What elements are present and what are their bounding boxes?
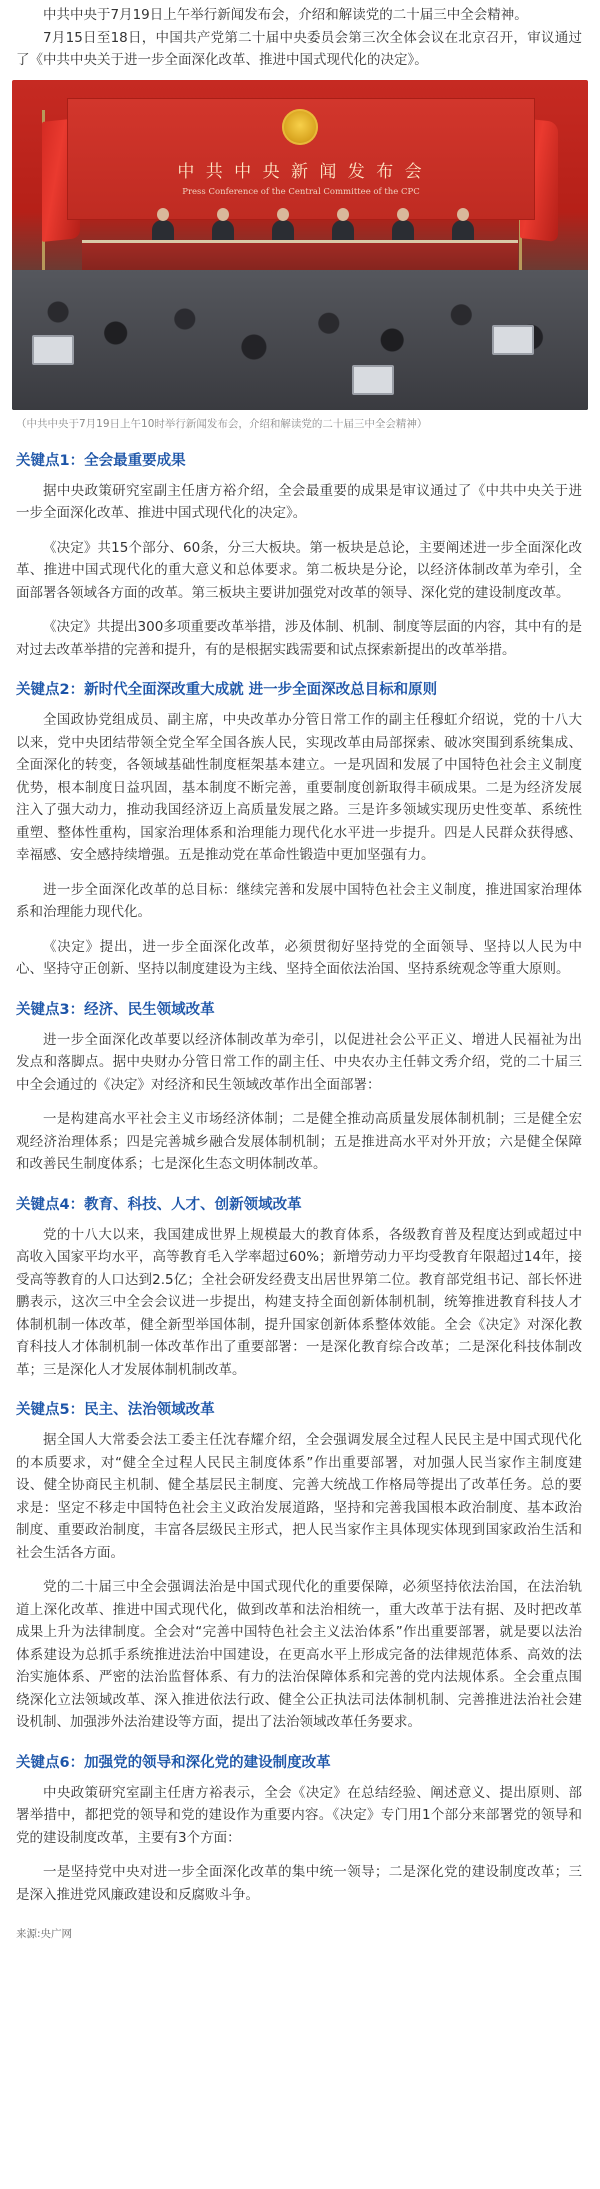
section-title: 关键点2：新时代全面深改重大成就 进一步全面深改总目标和原则 (16, 682, 438, 698)
section-paragraph: 《决定》共15个部分、60条，分三大板块。第一板块是总论，主要阐述进一步全面深化改革、推进中国式现代化的重大意义和总体要求。第二板块是分论，以经济体制改革为牵引，全面部署各领域各方面的改革。第三板块主要讲加强党对改革的领导、深化党的建设制度改革。 (16, 539, 582, 601)
section-1 (12, 450, 588, 662)
laptop-icon (492, 325, 534, 355)
intro-paragraph-2: 7月15日至18日，中国共产党第二十届中央委员会第三次全体会议在北京召开，审议通过了《中共中央关于进一步全面深化改革、推进中国式现代化的决定》。 (16, 29, 582, 68)
section-title: 关键点4：教育、科技、人才、创新领域改革 (16, 1196, 302, 1213)
section-3 (12, 999, 588, 1176)
section-paragraph: 中央政策研究室副主任唐方裕表示，全会《决定》在总结经验、阐述意义、提出原则、部署举措中，都把党的领导和党的建设作为重要内容。《决定》专门用1个部分来部署党的领导和党的建设制度改革，主要有3个方面： (16, 1784, 582, 1846)
laptop-icon (32, 335, 74, 365)
section-paragraph: 据全国人大常委会法工委主任沈春耀介绍，全会强调发展全过程人民民主是中国式现代化的本质要求，对“健全全过程人民民主制度体系”作出重要部署，对加强人民当家作主制度建设、健全协商民主机制、健全基层民主制度、完善大统战工作格局等提出了改革任务。总的要求是：坚定不移走中国特色社会主义政治发展道路，坚持和完善我国根本政治制度、基本政治制度、重要政治制度，丰富各层级民主形式，把人民当家作主具体现实体现到国家政治生活和社会生活各方面。 (16, 1432, 582, 1561)
screen-subtitle: Press Conference of the Central Committee of the CPC (182, 186, 420, 197)
section-paragraph: 一是构建高水平社会主义市场经济体制；二是健全推动高质量发展体制机制；三是健全宏观经济治理体系；四是完善城乡融合发展体制机制；五是推进高水平对外开放；六是健全保障和改善民生制度体系；七是深化生态文明体制改革。 (16, 1111, 582, 1172)
section-paragraph: 《决定》提出，进一步全面深化改革，必须贯彻好坚持党的全面领导、坚持以人民为中心、坚持守正创新、坚持以制度建设为主线、坚持全面依法治国、坚持系统观念等重大原则。 (16, 938, 582, 977)
photo-image (12, 80, 588, 410)
section-paragraph: 《决定》共提出300多项重要改革举措，涉及体制、机制、制度等层面的内容，其中有的是对过去改革举措的完善和提升，有的是根据实践需要和试点探索新提出的改革举措。 (16, 619, 582, 658)
section-title: 关键点6：加强党的领导和深化党的建设制度改革 (16, 1754, 331, 1771)
section-paragraph: 进一步全面深化改革的总目标：继续完善和发展中国特色社会主义制度，推进国家治理体系和治理能力现代化。 (16, 881, 582, 920)
intro (12, 0, 588, 72)
section-paragraph: 进一步全面深化改革要以经济体制改革为牵引，以促进社会公平正义、增进人民福祉为出发点和落脚点。据中央财办分管日常工作的副主任、中央农办主任韩文秀介绍，党的二十届三中全会通过的《决定》对经济和民生领域改革作出全面部署： (16, 1031, 582, 1093)
press-conference-photo (12, 80, 588, 432)
section-paragraph: 一是坚持党中央对进一步全面深化改革的集中统一领导；二是深化党的建设制度改革；三是深入推进党风廉政建设和反腐败斗争。 (16, 1864, 582, 1903)
party-emblem-icon (282, 109, 318, 145)
section-paragraph: 党的十八大以来，我国建成世界上规模最大的教育体系，各级教育普及程度达到或超过中高收入国家平均水平，高等教育毛入学率超过60%；新增劳动力平均受教育年限超过14年，接受高等教育的人口达到2.5亿；全社会研发经费支出居世界第二位。教育部党组书记、部长怀进鹏表示，这次三中全会会议进一步提出，构建支持全面创新体制机制，统筹推进教育科技人才体制机制一体改革，健全新型举国体制，提升国家创新体系整体效能。全会《决定》对深化教育科技人才体制机制一体改革作出了重要部署：一是深化教育综合改革；二是深化科技体制改革；三是深化人才发展体制机制改革。 (16, 1226, 582, 1378)
section-paragraph: 党的二十届三中全会强调法治是中国式现代化的重要保障，必须坚持依法治国，在法治轨道上深化改革、推进中国式现代化，做到改革和法治相统一，重大改革于法有据、及时把改革成果上升为法律制度。全会对“完善中国特色社会主义法治体系”作出重要部署，就是要以法治体系建设为总抓手系统推进法治中国建设，在更高水平上形成完备的法律规范体系、高效的法治实施体系、严密的法治监督体系、有力的法治保障体系和完善的党内法规体系。全会重点围绕深化立法领域改革、深入推进依法行政、健全公正执法司法体制机制、完善推进法治社会建设机制、加强涉外法治建设等方面，提出了法治领域改革任务要求。 (16, 1579, 582, 1730)
intro-paragraph-1: 中共中央于7月19日上午举行新闻发布会，介绍和解读党的二十届三中全会精神。 (43, 7, 528, 23)
section-6 (12, 1752, 588, 1907)
section-title: 关键点1：全会最重要成果 (16, 452, 186, 469)
section-2 (12, 679, 588, 981)
section-4 (12, 1194, 588, 1382)
photo-caption: （中共中央于7月19日上午10时举行新闻发布会，介绍和解读党的二十届三中全会精神） (16, 417, 428, 430)
section-title: 关键点3：经济、民生领域改革 (16, 1001, 215, 1018)
laptop-icon (352, 365, 394, 395)
backdrop-screen (67, 98, 535, 220)
section-title: 关键点5：民主、法治领域改革 (16, 1402, 215, 1418)
screen-title: 中 共 中 央 新 闻 发 布 会 (177, 161, 425, 182)
section-paragraph: 全国政协党组成员、副主席，中央改革办分管日常工作的副主任穆虹介绍说，党的十八大以来，党中央团结带领全党全军全国各族人民，实现改革由局部探索、破冰突围到系统集成、全面深化的转变，各领域基础性制度框架基本建立。一是巩固和发展了中国特色社会主义制度优势，根本制度日益巩固，基本制度不断完善，重要制度创新取得丰硕成果。二是为经济发展注入了强大动力，推动我国经济迈上高质量发展之路。三是许多领域实现历史性变革、系统性重塑、整体性重构，国家治理体系和治理能力现代化水平进一步提升。四是人民群众获得感、幸福感、安全感持续增强。五是推动党在革命性锻造中更加坚强有力。 (16, 712, 582, 863)
section-paragraph: 据中央政策研究室副主任唐方裕介绍，全会最重要的成果是审议通过了《中共中央关于进一步全面深化改革、推进中国式现代化的决定》。 (16, 482, 582, 521)
section-5 (12, 1399, 588, 1734)
source-credit: 来源:央广网 (16, 1928, 73, 1940)
